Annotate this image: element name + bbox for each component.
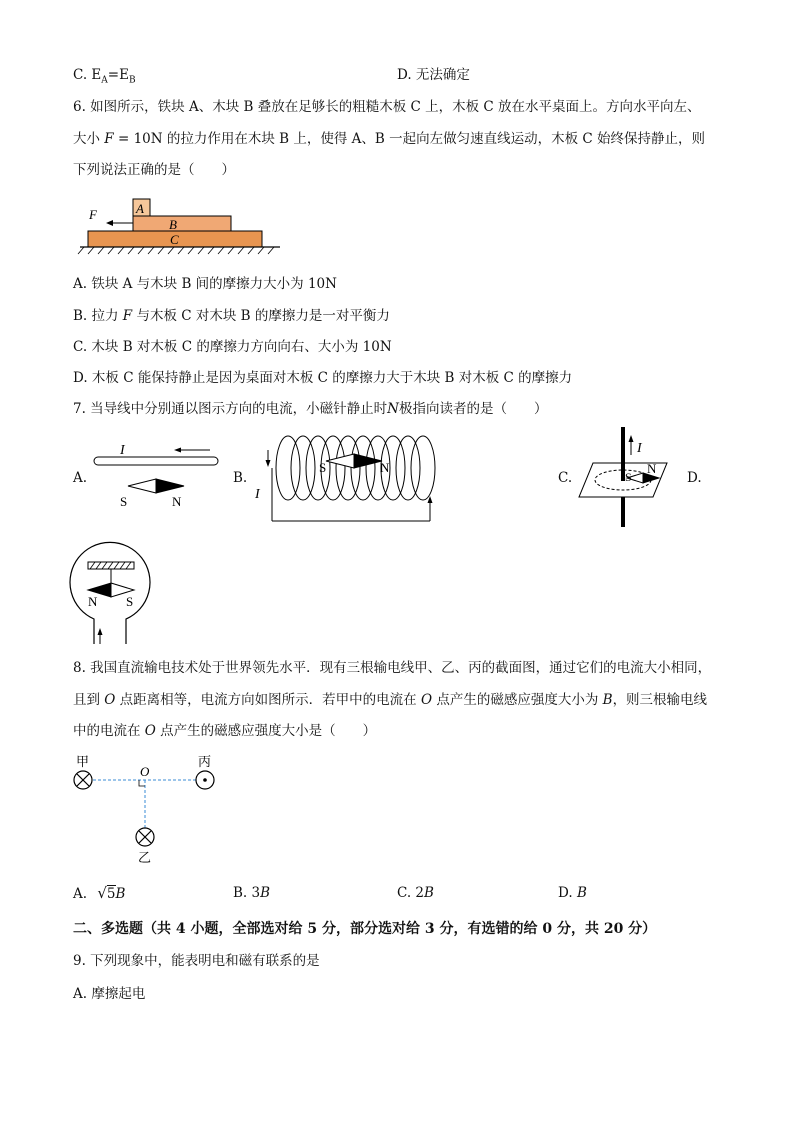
q8-line2-c: 点产生的磁感应强度大小为: [432, 692, 603, 708]
q8-stem-line2: [73, 691, 707, 709]
q8-option-c-b: B: [424, 885, 434, 901]
q8-label-jia: 甲: [76, 754, 90, 769]
q8-option-c-text: C. 2: [397, 885, 425, 901]
q6-block-b: [133, 216, 231, 231]
section-2-heading: 二、多选题（共 4 小题，全部选对给 5 分，部分选对给 3 分，有选错的给 0 分，共 20 分）: [73, 921, 657, 937]
q8-line2-d: ，则三根输电线: [612, 692, 708, 708]
q6-label-b: B: [169, 217, 177, 232]
q8-wire-yi: [136, 828, 154, 846]
q6-option-b: [73, 307, 390, 325]
q7-figure-b: [250, 428, 450, 523]
q7-label-c: C.: [558, 470, 573, 486]
q8-wire-jia: [74, 771, 92, 789]
q9-option-a: A. 摩擦起电: [73, 986, 146, 1002]
q7d-label-s: S: [126, 594, 134, 609]
q5-option-c-text: C. E: [73, 67, 102, 83]
q6-option-d: D. 木板 C 能保持静止是因为桌面对木板 C 的摩擦力大于木块 B 对木板 C 的摩擦力: [73, 370, 573, 386]
q7b-arrow-left-head: [266, 460, 271, 467]
q6-stem-line3: 下列说法正确的是（ ）: [73, 162, 235, 178]
q8-line3-a: 中的电流在: [73, 723, 145, 739]
q7b-label-i: I: [255, 487, 260, 502]
q7-figure-c: [575, 425, 675, 530]
q8-label-yi: 乙: [138, 850, 152, 865]
q8-line2-b-symbol: B: [602, 692, 613, 708]
q7a-label-i: I: [120, 443, 125, 458]
q8-line2-o2: O: [420, 692, 433, 708]
q7d-label-n: N: [88, 594, 98, 609]
q6-stem-line2: [73, 130, 705, 148]
q8-option-c: [397, 884, 434, 902]
q7-figure-a: [88, 440, 228, 510]
q8-option-d-text: D.: [558, 885, 577, 901]
q6-option-c: C. 木块 B 对木板 C 的摩擦力方向向右、大小为 10N: [73, 339, 392, 355]
q9-stem: 9. 下列现象中，能表明电和磁有联系的是: [73, 953, 320, 969]
sqrt-symbol: √: [97, 884, 107, 902]
q7a-needle-south: [128, 479, 156, 493]
q8-label-o: O: [140, 764, 150, 779]
q8-option-a: [73, 884, 125, 903]
q7a-current-arrowhead: [174, 448, 181, 453]
q7-stem: [73, 400, 547, 418]
q6-stem-line2-b: = 10N 的拉力作用在木块 B 上，使得 A、B 一起向左做匀速直线运动，木板 C 始终保持静止，则: [113, 131, 706, 147]
q7-label-a: A.: [73, 470, 88, 486]
q7a-needle-north: [156, 479, 184, 493]
q6-table-hatching: [78, 247, 274, 254]
q6-block-figure: [70, 192, 290, 262]
q7b-label-n: N: [380, 460, 390, 475]
q8-option-d: [558, 884, 587, 902]
q6-label-c: C: [170, 232, 179, 247]
q7-stem-b: 极指向读者的是（ ）: [398, 401, 548, 417]
q6-option-a: A. 铁块 A 与木块 B 间的摩擦力大小为 10N: [73, 276, 337, 292]
q8-option-b-b: B: [260, 885, 271, 901]
q6-label-f: F: [89, 207, 97, 222]
q6-force-symbol: F: [104, 131, 114, 147]
q7b-label-s: S: [319, 460, 327, 475]
q6-option-b-b: 与木板 C 对木块 B 的摩擦力是一对平衡力: [132, 308, 390, 324]
q6-label-a: A: [136, 201, 144, 216]
q8-line2-a: 且到: [73, 692, 105, 708]
q5-option-d-text: D. 无法确定: [397, 67, 470, 83]
q7a-label-n: N: [172, 494, 182, 509]
q7c-label-s: S: [625, 470, 632, 484]
q8-option-b: [233, 884, 270, 902]
q7c-label-i: I: [637, 441, 642, 456]
q6-option-b-f: F: [122, 308, 133, 324]
q7c-current-arrowhead: [629, 435, 634, 442]
q5-option-c-eq: =E: [107, 67, 129, 83]
q8-stem-line3: [73, 722, 376, 740]
q6-force-arrowhead: [106, 220, 113, 226]
q7-figure-d: [68, 540, 158, 650]
q7-label-b: B.: [233, 470, 248, 486]
q5-option-c-sub-b: B: [128, 75, 136, 86]
q8-option-b-text: B. 3: [233, 885, 261, 901]
q8-label-bing: 丙: [198, 754, 212, 769]
q7-stem-n: N: [387, 401, 399, 417]
q6-stem-line1: 6. 如图所示，铁块 A、木块 B 叠放在足够长的粗糙木板 C 上，木板 C 放在水平桌面上。方向水平向左、: [73, 99, 701, 115]
q8-option-a-radicand: 5: [106, 886, 116, 902]
q6-option-b-a: B. 拉力: [73, 308, 123, 324]
q7-label-d: D.: [687, 470, 702, 486]
q7b-needle-north: [354, 454, 382, 468]
q8-option-d-b: B: [576, 885, 587, 901]
q8-wire-bing: [196, 771, 214, 789]
q8-line3-o: O: [144, 723, 156, 739]
q7a-wire: [94, 457, 218, 465]
q7-stem-a: 7. 当导线中分别通以图示方向的电流，小磁针静止时: [73, 401, 388, 417]
q7d-current-arrowhead: [98, 628, 103, 635]
q8-wire-figure: [68, 752, 228, 867]
q8-option-a-prefix: A.: [73, 886, 88, 902]
q6-stem-line2-a: 大小: [73, 131, 105, 147]
q8-right-angle: [139, 780, 145, 786]
q5-option-c-sub-a: A: [101, 75, 108, 86]
q7c-label-n: N: [647, 461, 657, 476]
q5-option-c: [73, 66, 136, 90]
q7a-label-s: S: [120, 494, 128, 509]
q8-line2-o: O: [104, 692, 116, 708]
q8-line3-b: 点产生的磁感应强度大小是（ ）: [155, 723, 377, 739]
q8-option-a-b: B: [115, 886, 126, 902]
q5-option-d: [397, 66, 470, 84]
q8-line2-b: 点距离相等，电流方向如图所示．若甲中的电流在: [115, 692, 421, 708]
q8-stem-line1: 8. 我国直流输电技术处于世界领先水平．现有三根输电线甲、乙、丙的截面图，通过它们的电流大小相同，: [73, 660, 712, 676]
